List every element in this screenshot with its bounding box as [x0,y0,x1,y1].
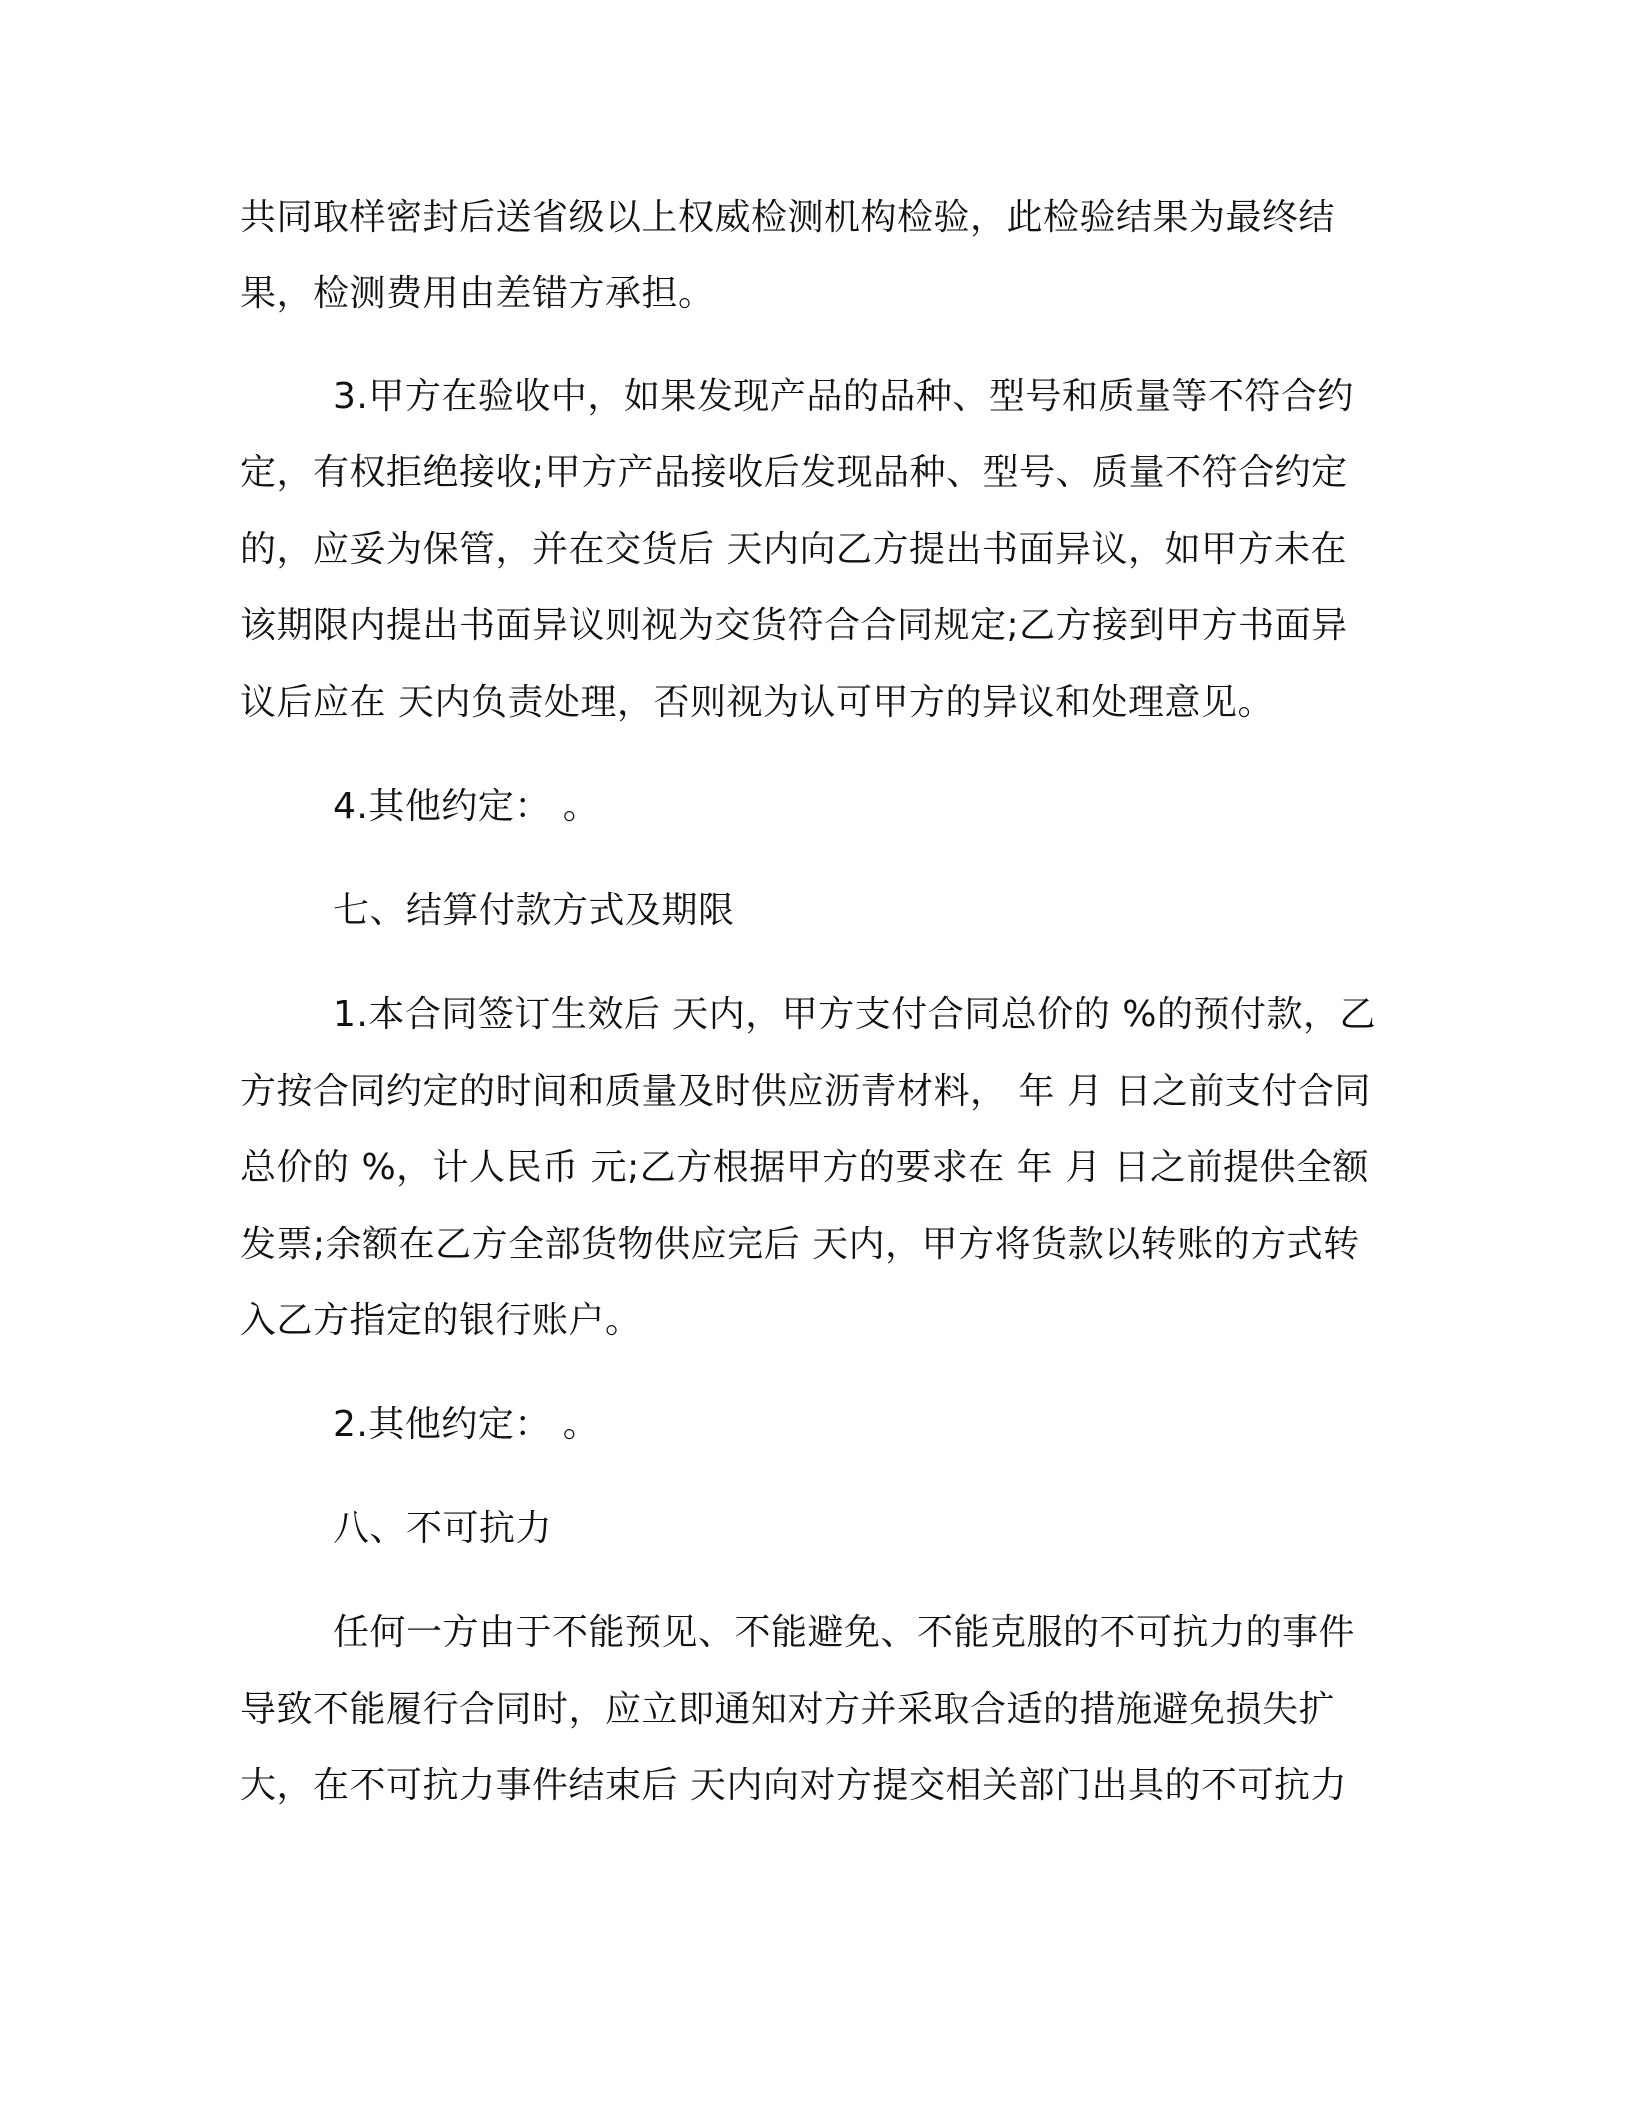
section-heading-7: 七、结算付款方式及期限 [333,890,735,931]
clause-3-line: 3.甲方在验收中，如果发现产品的品种、型号和质量等不符合约 [333,376,1354,417]
text-line: 定，有权拒绝接收;甲方产品接收后发现品种、型号、质量不符合约定 [240,452,1348,493]
text-line: 发票;余额在乙方全部货物供应完后 天内，甲方将货款以转账的方式转 [240,1224,1360,1265]
text-line: 的，应妥为保管，并在交货后 天内向乙方提出书面异议，如甲方未在 [240,529,1347,570]
clause-1-line: 1.本合同签订生效后 天内，甲方支付合同总价的 %的预付款，乙 [333,994,1376,1035]
text-line: 导致不能履行合同时，应立即通知对方并采取合适的措施避免损失扩 [240,1689,1336,1730]
text-line: 入乙方指定的银行账户。 [240,1300,642,1341]
clause-2-line: 2.其他约定： 。 [333,1404,600,1445]
paragraph-line: 任何一方由于不能预见、不能避免、不能克服的不可抗力的事件 [333,1612,1356,1653]
text-line: 果，检测费用由差错方承担。 [240,273,715,314]
text-line: 议后应在 天内负责处理，否则视为认可甲方的异议和处理意见。 [240,682,1274,723]
text-line: 方按合同约定的时间和质量及时供应沥青材料， 年 月 日之前支付合同 [240,1071,1371,1112]
text-line: 该期限内提出书面异议则视为交货符合合同规定;乙方接到甲方书面异 [240,605,1348,646]
text-line: 大，在不可抗力事件结束后 天内向对方提交相关部门出具的不可抗力 [240,1765,1347,1806]
clause-4-line: 4.其他约定： 。 [333,786,600,827]
text-line: 共同取样密封后送省级以上权威检测机构检验，此检验结果为最终结 [240,197,1336,238]
text-line: 总价的 %，计人民币 元;乙方根据甲方的要求在 年 月 日之前提供全额 [240,1147,1370,1188]
section-heading-8: 八、不可抗力 [333,1508,553,1549]
